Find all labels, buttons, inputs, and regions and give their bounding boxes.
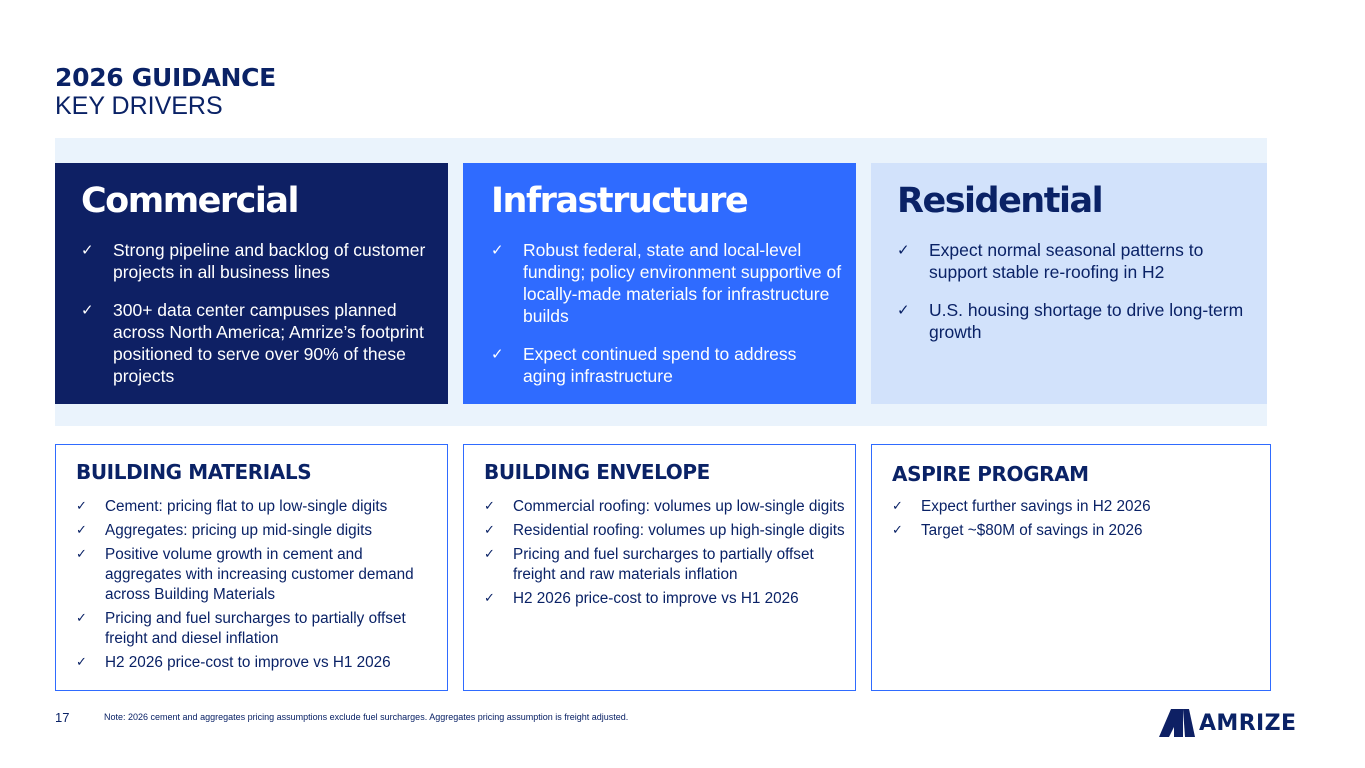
business-unit-bullet-text: Pricing and fuel surcharges to partially offset freight and raw materials inflation <box>513 546 814 583</box>
title-block <box>55 64 276 120</box>
business-unit-bullet <box>484 589 847 609</box>
checkmark-icon: ✓ <box>491 241 504 259</box>
segment-bullet-text: Robust federal, state and local-level funding; policy environment supportive of locally-made materials for infrastructure builds <box>523 240 842 326</box>
amrize-logo <box>1159 708 1296 738</box>
segment-bullet <box>491 239 856 327</box>
business-unit-bullet-text: Residential roofing: volumes up high-single digits <box>513 522 845 539</box>
business-unit-bullet <box>484 545 847 585</box>
checkmark-icon: ✓ <box>76 611 87 626</box>
business-unit-bullet <box>484 497 847 517</box>
business-unit-bullet <box>76 653 439 673</box>
business-unit-bullet-text: Commercial roofing: volumes up low-single digits <box>513 498 845 515</box>
segment-bullet-text: Expect normal seasonal patterns to support stable re-roofing in H2 <box>929 240 1204 282</box>
checkmark-icon: ✓ <box>81 241 94 259</box>
business-unit-bullet <box>76 609 439 649</box>
segment-bullet <box>897 239 1267 283</box>
checkmark-icon: ✓ <box>897 301 910 319</box>
checkmark-icon: ✓ <box>892 523 903 538</box>
business-unit-bullet <box>484 521 847 541</box>
business-unit-title: ASPIRE PROGRAM <box>892 462 1089 486</box>
segment-title: Commercial <box>81 181 299 221</box>
page-number: 17 <box>55 710 70 725</box>
page-title: 2026 GUIDANCE <box>55 63 276 92</box>
business-unit-title: BUILDING ENVELOPE <box>484 460 710 484</box>
checkmark-icon: ✓ <box>484 591 495 606</box>
segment-bullet-text: Strong pipeline and backlog of customer projects in all business lines <box>113 240 426 282</box>
page-subtitle: KEY DRIVERS <box>55 92 223 120</box>
checkmark-icon: ✓ <box>484 547 495 562</box>
business-unit-bullet-text: H2 2026 price-cost to improve vs H1 2026 <box>105 654 391 671</box>
segment-title: Residential <box>897 181 1103 221</box>
business-unit-bullet-text: Expect further savings in H2 2026 <box>921 498 1151 515</box>
business-unit-bullet-list <box>484 497 847 609</box>
segment-bullet-list <box>81 239 448 387</box>
business-unit-bullet <box>76 545 439 605</box>
segment-bullet-text: 300+ data center campuses planned across North America; Amrize’s footprint positioned to serve over 90% of these projects <box>113 300 424 386</box>
business-unit-bullet-text: Pricing and fuel surcharges to partially offset freight and diesel inflation <box>105 610 406 647</box>
business-unit-card-building-materials <box>55 444 448 691</box>
checkmark-icon: ✓ <box>76 655 87 670</box>
segment-bullet <box>897 299 1267 343</box>
business-unit-bullet-list <box>892 497 1262 541</box>
business-unit-bullet <box>76 521 439 541</box>
checkmark-icon: ✓ <box>76 499 87 514</box>
footnote: Note: 2026 cement and aggregates pricing assumptions exclude fuel surcharges. Aggregates pricing assumption is freight adjusted. <box>104 712 629 722</box>
checkmark-icon: ✓ <box>491 345 504 363</box>
checkmark-icon: ✓ <box>81 301 94 319</box>
segment-bullet-text: U.S. housing shortage to drive long-term growth <box>929 300 1244 342</box>
checkmark-icon: ✓ <box>76 523 87 538</box>
segment-bullet <box>81 239 448 283</box>
business-unit-bullet-text: Positive volume growth in cement and aggregates with increasing customer demand across Building Materials <box>105 546 414 603</box>
business-unit-bullet-text: H2 2026 price-cost to improve vs H1 2026 <box>513 590 799 607</box>
business-unit-card-aspire-program <box>871 444 1271 691</box>
business-unit-bullet-text: Cement: pricing flat to up low-single digits <box>105 498 388 515</box>
business-unit-bullet <box>76 497 439 517</box>
business-unit-bullet <box>892 497 1262 517</box>
amrize-logo-icon <box>1159 709 1195 737</box>
checkmark-icon: ✓ <box>484 499 495 514</box>
segment-card-commercial <box>55 163 448 404</box>
segment-bullet <box>491 343 856 387</box>
business-unit-card-building-envelope <box>463 444 856 691</box>
business-unit-bullet <box>892 521 1262 541</box>
segment-bullet-list <box>491 239 856 387</box>
segment-card-residential <box>871 163 1267 404</box>
business-unit-bullet-text: Target ~$80M of savings in 2026 <box>921 522 1143 539</box>
segment-title: Infrastructure <box>491 181 748 221</box>
segment-bullet <box>81 299 448 387</box>
logo-text: AMRIZE <box>1199 710 1297 736</box>
segment-card-infrastructure <box>463 163 856 404</box>
business-unit-title: BUILDING MATERIALS <box>76 460 312 484</box>
business-unit-bullet-text: Aggregates: pricing up mid-single digits <box>105 522 372 539</box>
segment-bullet-list <box>897 239 1267 343</box>
business-unit-bullet-list <box>76 497 439 673</box>
checkmark-icon: ✓ <box>76 547 87 562</box>
checkmark-icon: ✓ <box>892 499 903 514</box>
checkmark-icon: ✓ <box>484 523 495 538</box>
checkmark-icon: ✓ <box>897 241 910 259</box>
segment-bullet-text: Expect continued spend to address aging infrastructure <box>523 344 797 386</box>
